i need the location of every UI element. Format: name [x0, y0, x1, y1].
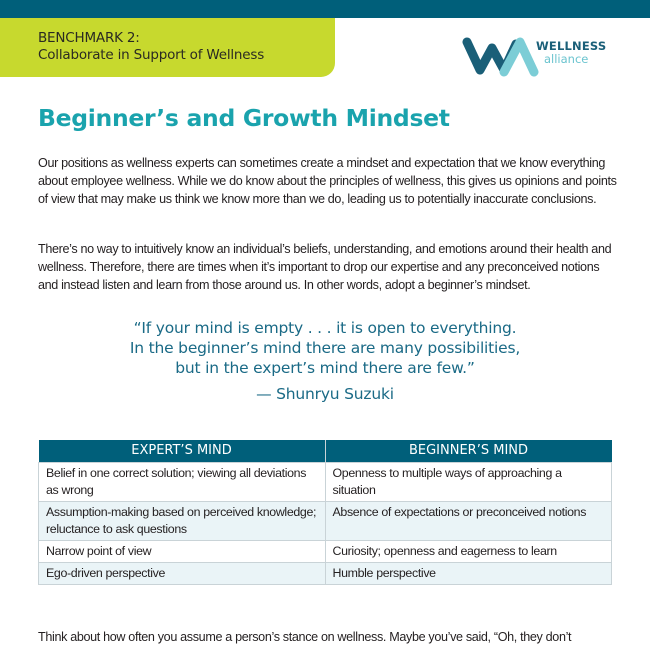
table-cell: Narrow point of view: [39, 540, 326, 562]
table-cell: Curiosity; openness and eagerness to learn: [325, 540, 612, 562]
table-row: [39, 562, 612, 584]
benchmark-title: Collaborate in Support of Wellness: [38, 47, 265, 63]
table-cell: Humble perspective: [325, 562, 612, 584]
quote-line: In the beginner’s mind there are many possibilities,: [129, 339, 521, 357]
intro-paragraph: Our positions as wellness experts can sometimes create a mindset and expectation that we know everything about employee wellness. While we do know about the principles of wellness, this gives us opinions and points of view that may make us think we know more than we do, leading us to potentially inaccurate conclusions.: [38, 156, 617, 206]
table-cell: Belief in one correct solution; viewing all deviations as wrong: [39, 462, 326, 501]
benchmark-banner: [0, 18, 335, 77]
logo-word-wellness: WELLNESS: [536, 39, 607, 53]
wellness-alliance-logo: [462, 36, 612, 78]
table-cell: Assumption-making based on perceived knowledge; reluctance to ask questions: [39, 501, 326, 540]
quote-attribution: — Shunryu Suzuki: [256, 385, 394, 403]
mindset-comparison-table: [38, 440, 612, 585]
wa-monogram-icon: [462, 36, 542, 78]
table-row: [39, 462, 612, 501]
table-cell: Openness to multiple ways of approaching a situation: [325, 462, 612, 501]
page-title: Beginner’s and Growth Mindset: [38, 104, 450, 132]
second-paragraph: There’s no way to intuitively know an individual’s beliefs, understanding, and emotions around their health and wellness. Therefore, there are times when it’s important to drop our expertise and any preconceived notions and instead listen and learn from those around us. In other words, adopt a beginner’s mindset.: [38, 242, 612, 292]
table-cell: Absence of expectations or preconceived notions: [325, 501, 612, 540]
quote-line: but in the expert’s mind there are few.”: [175, 359, 475, 377]
table-cell: Ego-driven perspective: [39, 562, 326, 584]
logo-word-alliance: alliance: [544, 52, 589, 66]
header-experts-mind: EXPERT’S MIND: [39, 440, 326, 462]
header-beginners-mind: BEGINNER’S MIND: [325, 440, 612, 462]
table-header-row: [39, 440, 612, 462]
top-bar: [0, 0, 650, 18]
table-row: [39, 501, 612, 540]
quote-line: “If your mind is empty . . . it is open to everything.: [133, 319, 517, 337]
benchmark-label: BENCHMARK 2:: [38, 30, 140, 46]
closing-paragraph: Think about how often you assume a person’s stance on wellness. Maybe you’ve said, “Oh, they don’t: [38, 630, 572, 644]
pull-quote: [38, 318, 612, 404]
table-row: [39, 540, 612, 562]
